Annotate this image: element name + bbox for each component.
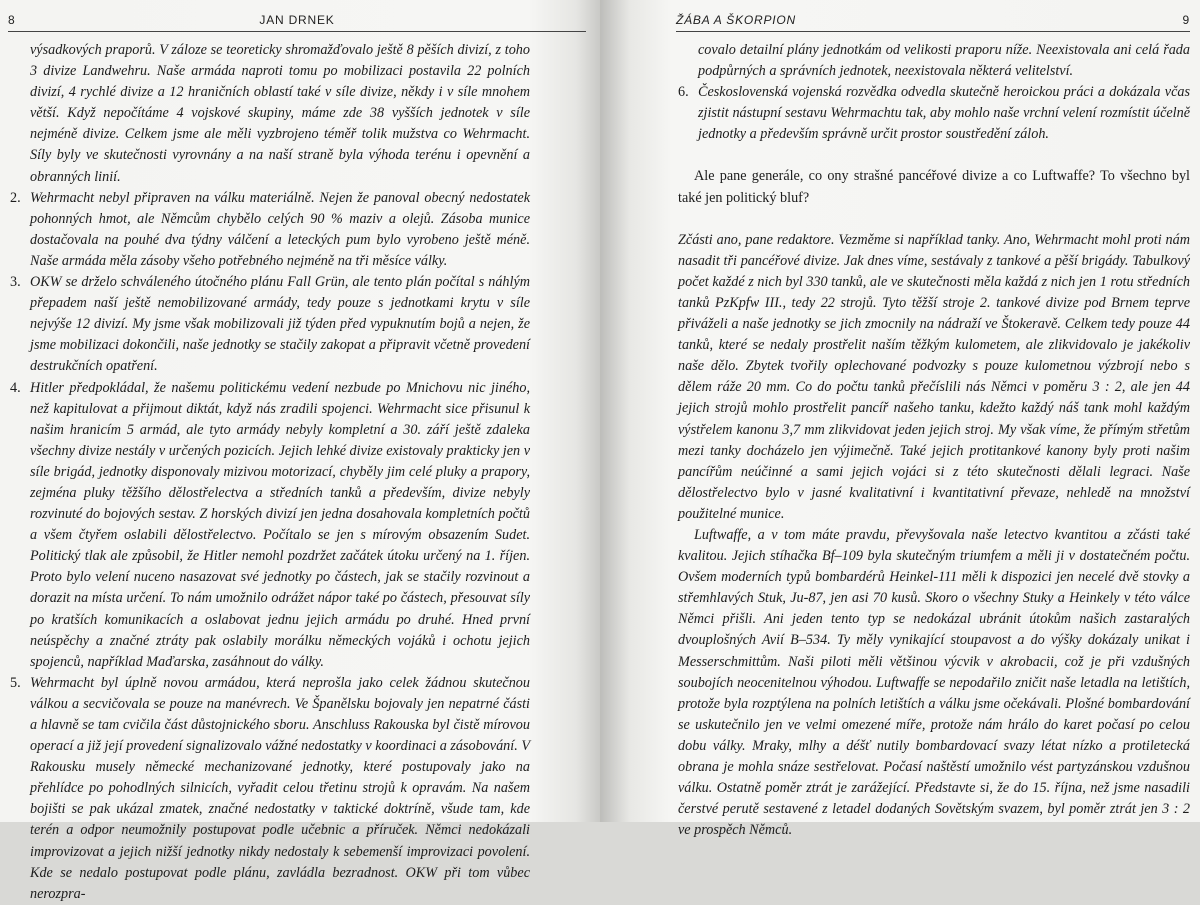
list-item-number: 5. — [10, 674, 21, 691]
list-item-text: OKW se drželo schváleného útočného plánu Fall Grün, ale tento plán počítal s náhlým přepadem naší ještě nemobilizované armády, tedy pouze s jednotkami krytu v síle nejvýše 12 divizí. My jsme však mobilizovali již týden před vypuknutím bojů a nejen, že jsme mobilizaci dokončili, naše jednotky se stačily zakopat a připravit včetně provedení destrukčních opatření. — [30, 274, 530, 375]
list-item — [678, 82, 1190, 145]
list-item-number: 6. — [678, 84, 689, 101]
right-head-rule — [676, 31, 1190, 32]
list-item — [10, 188, 530, 272]
answer-paragraph: Luftwaffe, a v tom máte pravdu, převyšovala naše letectvo kvantitou a zčásti také kvalitou. Jejich stíhačka Bf–109 byla skutečným triumfem a měli ji v dostatečném počtu. Ovšem moderních typů bombardérů Heinkel-111 měli k dispozici jen necelé dvě stovky a střemhlavých Stuk, Ju-87, jen asi 70 kusů. Skoro o všechny Stuky a Heinkely v této válce Němci přišli. Ani jeden tento typ se nedokázal ubránit útokům našich zastaralých dvouplošných Avií B–534. Ty měly vynikající stoupavost a do výšky dokázaly unikat i Messerschmittům. Naši piloti měli většinou výcvik v akrobacii, což je při vzdušných soubojích neocenitelnou výhodou. Luftwaffe se nepodařilo zničit naše letadla na letištích, protože byla rozptýlena na polních letištích a válku jsme očekávali. Plošné bombardování se uskutečnilo jen ve velmi omezené míře, protože nám hrálo do karet počasí po celou dobu války. Mraky, mlhy a déšť nutily bombardovací svazy létat nízko a protiletecká obrana je mohla snáze sestřelovat. Počasí naštěstí umožnilo vést partyzánskou vzdušnou válku. Ostatně poměr ztrát je zarážející. Představte si, že do 15. října, než jsme nasadili čerstvé perutě sestavené z letadel dodaných Sovětským svazem, byl poměr ztrát jen 3 : 2 ve prospěch Němců. — [678, 526, 1190, 839]
left-running-head-title: JAN DRNEK — [259, 13, 335, 27]
spacer — [678, 145, 1190, 166]
list-item-text: Československá vojenská rozvědka odvedla skutečně heroickou práci a dokázala včas zjistit nástupní sestavu Wehrmachtu tak, aby mohlo naše vrchní velení rozmístit účelně jednotky a především správně určit prostor soustředění záloh. — [698, 84, 1190, 143]
list-item-number: 4. — [10, 379, 21, 396]
left-page-number: 8 — [8, 13, 16, 27]
left-page — [0, 0, 600, 902]
left-page-text — [10, 40, 530, 905]
list-item — [10, 378, 530, 673]
right-page — [600, 0, 1200, 839]
list-item-text: Wehrmacht byl úplně novou armádou, která neprošla jako celek žádnou skutečnou válkou a secvičovala se pouze na manévrech. Ve Španělsku bojovaly jen nepatrné části a hlavně se tam cvičila část důstojnického sboru. Anschluss Rakouska byl čistě mírovou operací a již její provedení signalizovalo vážné nedostatky v koordinaci a zásobování. V Rakousku musely německé mechanizované jednotky, které postupovaly jako na přehlídce po pohodlných silnicích, vyřadit celou třetinu strojů k opravám. Na našem bojišti se pak ukázal zmatek, značné nedostatky v taktické doktríně, všude tam, kde terén a odpor neumožnily postupovat podle učebnic a příruček. Němci nedokázali improvizovat a jejich nižší jednotky nikdy nedostaly k sebemenší improvizaci povolení. Kde se nedalo postupovat podle plánu, zavládla bezradnost. OKW při tom vůbec nerozpra- — [30, 674, 530, 902]
answer-paragraph: Zčásti ano, pane redaktore. Vezměme si například tanky. Ano, Wehrmacht mohl proti nám nasadit tři pancéřové divize. Jak dnes víme, sestávaly z tankové a pěší brigády. Tabulkový počet každé z nich byl 330 tanků, ale ve skutečnosti měla každá z nich jen 1 rotu středních tanků PzKpfw III., tedy 22 strojů. Tyto těžší stroje 2. tankové divize pod Brnem teprve přiváželi a naše jednotky se jich zmocnily na nádraží ve Štokeravě. Celkem tedy pouze 44 tanků, které se nedaly prostřelit naším těžkým kulometem, ale zlikvidovalo je jakékoliv naše dělo. Zbytek tvořily oplechované podvozky s pouze kulometnou výzbrojí nebo s dělem ráže 20 mm. Co do počtu tanků přečíslili nás Němci v poměru 3 : 2, ale jen 44 jejich strojů mohlo prostřelit pancíř našeho tanku, kdežto každý náš tank mohl každým výstřelem kanonu 3,7 mm zlikvidovat jeden jejich stroj. My však víme, že přímým střetům mezi tanky docházelo jen výjimečně. Také jejich protitankové kanony byly proti našim pancířům neúčinné a sami jejich vojáci si z této skutečnosti dělali legraci. Naše dělostřelectvo bylo v jasné kvalitativní i kvantitativní převaze, nehledě na množství použitelné munice. — [678, 231, 1190, 522]
left-running-head — [8, 12, 586, 32]
list-item-number: 3. — [10, 274, 21, 291]
list-item — [10, 272, 530, 377]
left-head-rule — [8, 31, 586, 32]
list-item-text: Hitler předpokládal, že našemu politickému vedení nezbude po Mnichovu nic jiného, než kapitulovat a přijmout diktát, když nás zradili spojenci. Wehrmacht sice přisunul k našim hranicím 5 armád, ale tyto armády nebyly kompletní a 30. září ještě zdaleka všechny divize nestály v určených pozicích. Jejich lehké divize existovaly prakticky jen v síle brigád, jednotky disponovaly mizivou motorizací, chyběly jim celé pluky a prapory, zejména pluky těžšího dělostřelectva a středních tanků a především, divize nebyly rozvinuté do bojových sestav. Z horských divizí jen jedna dosahovala kompletních počtů a všem čtyřem oslabili dělostřelectvo. Počítalo se jen s mírovým obsazením Sudet. Politický tlak ale způsobil, že Hitler nemohl pozdržet začátek útoku určený na 1. říjen. Proto bylo velení nuceno nasazovat své jednotky po částech, jak se stačily rozvinout a dorazit na místa určení. To nám umožnilo odrážet nápor také po částech, přesouvat síly po kratších komunikacích a oslabovat jednu jejich armádu po druhé. Hned první neúspěchy a značné ztráty pak oslabily morálku německých vojáků i ochotu jejich spojenců, například Maďarska, zasáhnout do války. — [30, 379, 530, 670]
continuation-paragraph: covalo detailní plány jednotkám od velikosti praporu níže. Neexistovala ani celá řada podpůrných a správních jednotek, neexistovala některá velitelství. — [698, 42, 1190, 80]
list-item-text: Wehrmacht nebyl připraven na válku materiálně. Nejen že panoval obecný nedostatek pohonných hmot, ale Němcům chybělo celých 90 % maziv a olejů. Zásoba munice dostačovala na pouhé dva týdny válčení a leteckých pum bylo vyrobeno ještě méně. Naše armáda měla zásoby všeho potřebného nejméně na tři měsíce války. — [30, 189, 530, 269]
list-item — [10, 673, 530, 905]
right-running-head — [676, 12, 1190, 32]
interviewer-question: Ale pane generále, co ony strašné pancéřové divize a co Luftwaffe? To všechno byl také jen politický bluf? — [678, 168, 1190, 206]
right-running-head-title: ŽÁBA A ŠKORPION — [676, 13, 797, 27]
continuation-paragraph: výsadkových praporů. V záloze se teoreticky shromažďovalo ještě 8 pěších divizí, z toho 3 divize Landwehru. Naše armáda naproti tomu po mobilizaci postavila 22 polních divizí, 4 rychlé divize a 12 hraničních oblastí také v síle divize, někdy i v síle mnohem větší. Když nepočítáme 4 vojskové skupiny, máme zde 38 vyšších jednotek v síle nejméně divize. Celkem jsme ale měli vyzbrojeno téměř tolik mužstva co Wehrmacht. Síly byly ve skutečnosti vyrovnány a na naší straně byla výhoda terénu i opevnění a obranných linií. — [30, 42, 530, 185]
spacer — [678, 209, 1190, 230]
right-page-text — [678, 40, 1190, 841]
list-item-number: 2. — [10, 189, 21, 206]
right-page-number: 9 — [1182, 13, 1190, 27]
